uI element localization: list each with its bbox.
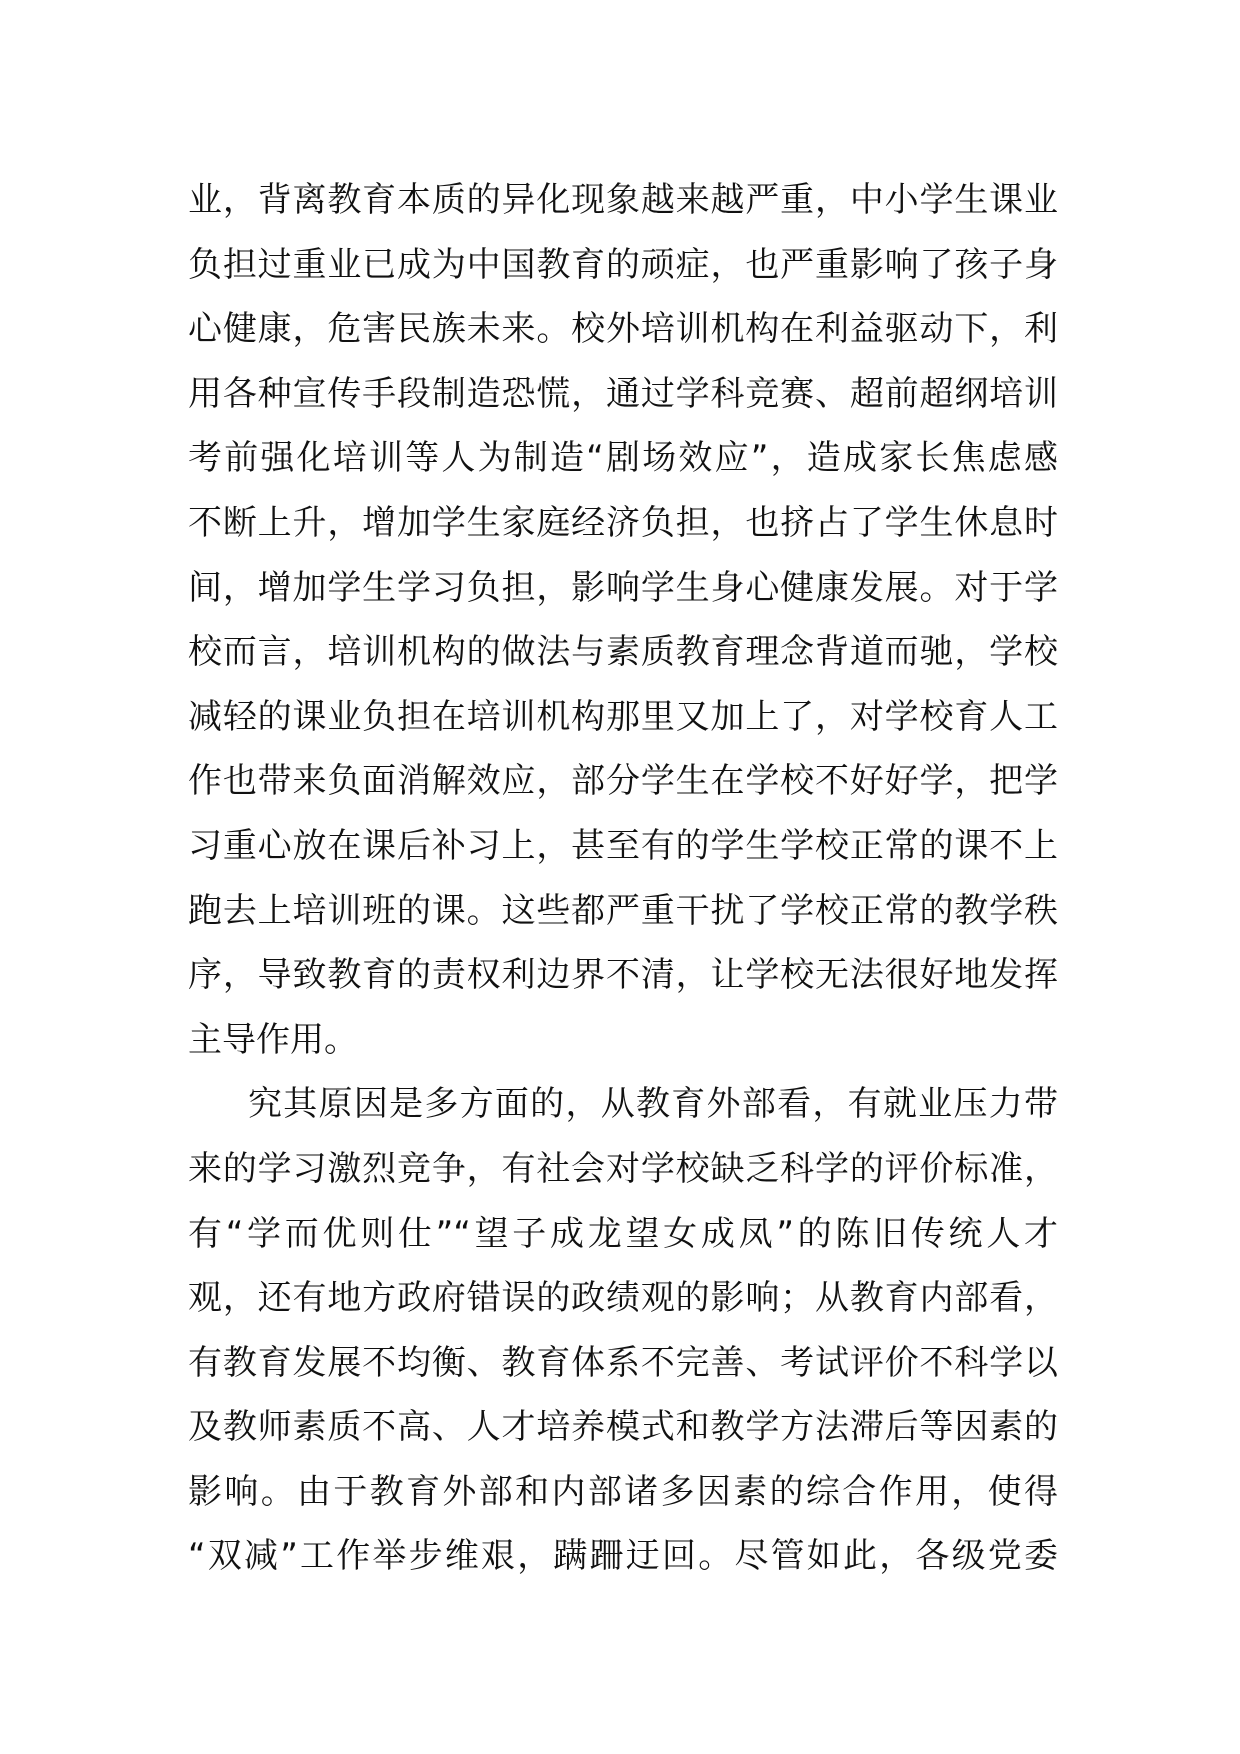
text-line: 影响。由于教育外部和内部诸多因素的综合作用，使得 — [188, 1471, 1058, 1512]
text-line: 间，增加学生学习负担，影响学生身心健康发展。对于学 — [188, 567, 1058, 608]
text-line: 用各种宣传手段制造恐慌，通过学科竞赛、超前超纲培训 — [188, 373, 1058, 414]
text-line: 校而言，培训机构的做法与素质教育理念背道而驰，学校 — [188, 632, 1058, 673]
text-line: 跑去上培训班的课。这些都严重干扰了学校正常的教学秩 — [188, 890, 1058, 931]
text-line: 业，背离教育本质的异化现象越来越严重，中小学生课业 — [188, 180, 1058, 220]
text-line: 不断上升，增加学生家庭经济负担，也挤占了学生休息时 — [188, 502, 1058, 543]
paragraph-2 — [188, 1072, 1058, 1589]
text-line: 减轻的课业负担在培训机构那里又加上了，对学校育人工 — [188, 696, 1058, 737]
text-line: 心健康，危害民族未来。校外培训机构在利益驱动下，利 — [188, 309, 1058, 350]
text-line: 序，导致教育的责权利边界不清，让学校无法很好地发挥 — [188, 955, 1058, 996]
text-line: 究其原因是多方面的，从教育外部看，有就业压力带 — [248, 1084, 1058, 1125]
paragraph-1 — [188, 168, 1058, 1072]
text-line: 及教师素质不高、人才培养模式和教学方法滞后等因素的 — [188, 1407, 1058, 1448]
text-line: “双减”工作举步维艰，蹒跚迂回。尽管如此，各级党委 — [188, 1536, 1058, 1577]
text-line: 有“学而优则仕”“望子成龙望女成凤”的陈旧传统人才 — [188, 1213, 1058, 1254]
text-line: 有教育发展不均衡、教育体系不完善、考试评价不科学以 — [188, 1342, 1058, 1383]
text-line: 习重心放在课后补习上，甚至有的学生学校正常的课不上 — [188, 825, 1058, 866]
text-line: 观，还有地方政府错误的政绩观的影响；从教育内部看， — [188, 1278, 1058, 1319]
text-line: 考前强化培训等人为制造“剧场效应”，造成家长焦虑感 — [188, 438, 1058, 479]
body-text — [188, 168, 1058, 1589]
text-line: 作也带来负面消解效应，部分学生在学校不好好学，把学 — [188, 761, 1058, 802]
text-line: 来的学习激烈竞争，有社会对学校缺乏科学的评价标准， — [188, 1148, 1058, 1189]
text-line: 主导作用。 — [188, 1019, 358, 1060]
text-line: 负担过重业已成为中国教育的顽症，也严重影响了孩子身 — [188, 244, 1058, 285]
